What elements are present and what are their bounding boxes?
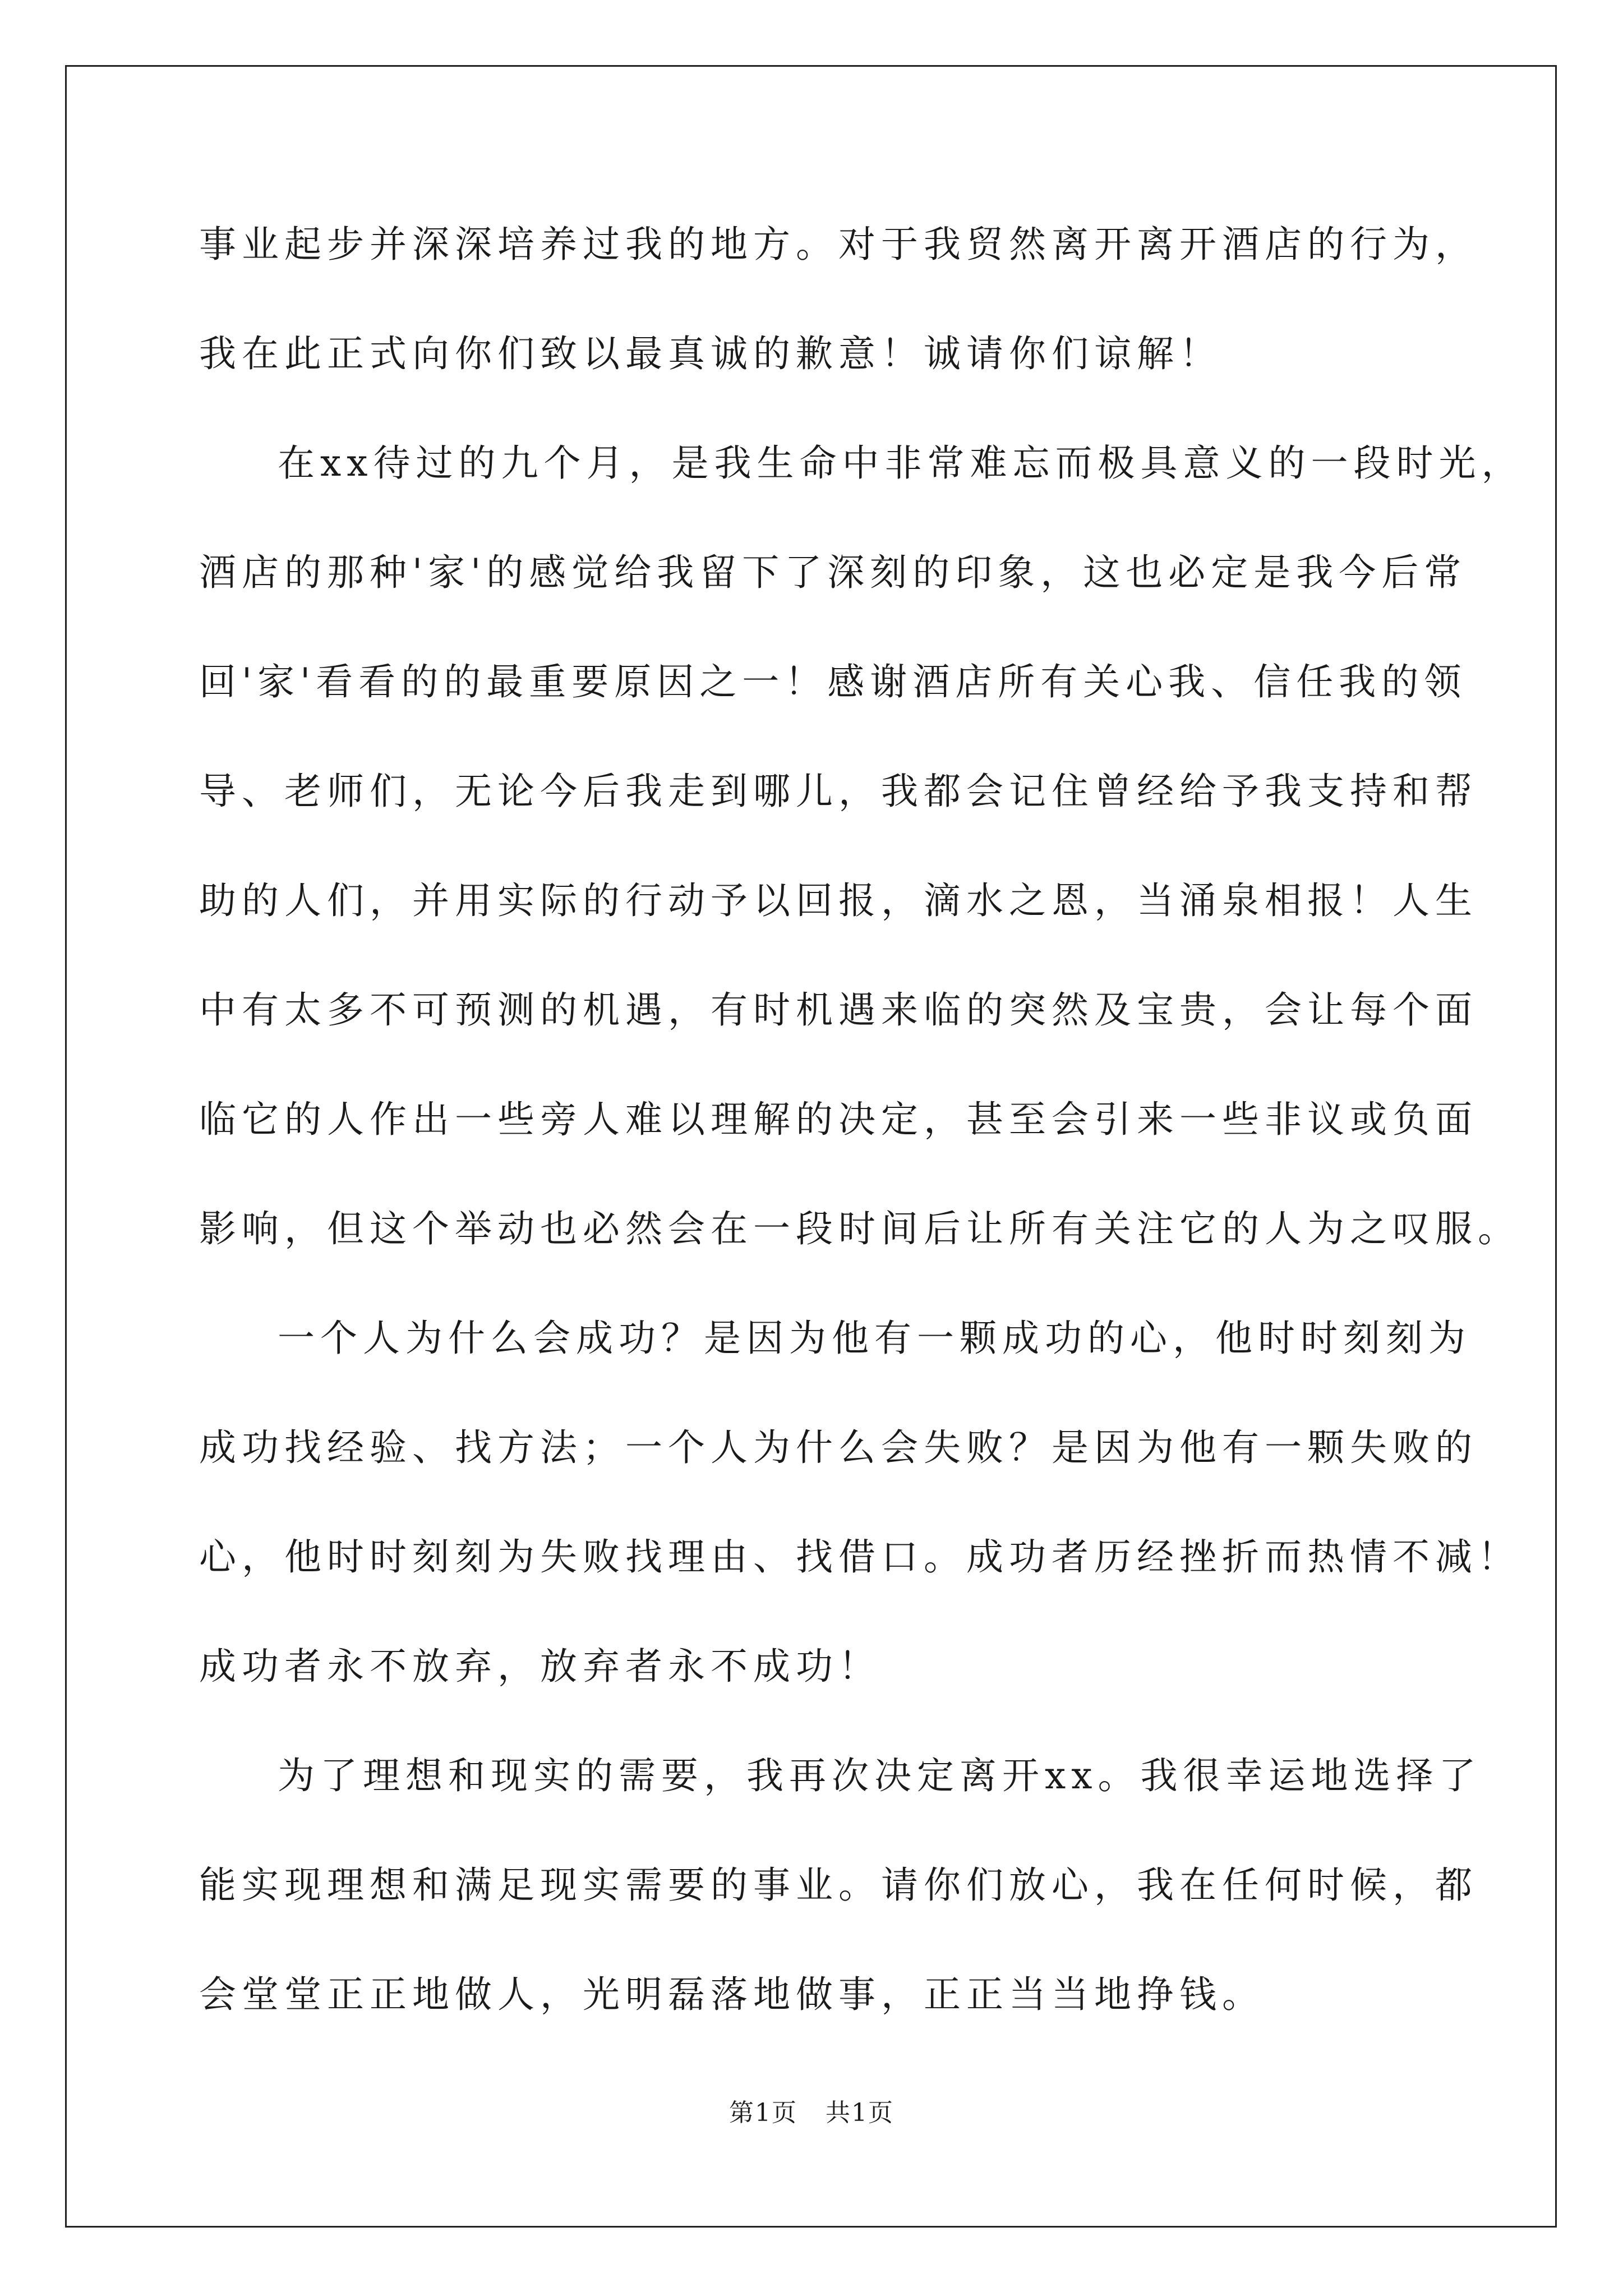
page-number-current: 第1页 [729, 2099, 797, 2127]
text-line-14: 成功者永不放弃，放弃者永不成功！ [199, 1645, 881, 1688]
text-line-12: 成功找经验、找方法；一个人为什么会失败？是因为他有一颗失败的 [199, 1426, 1478, 1469]
text-line-3: 在xx待过的九个月，是我生命中非常难忘而极具意义的一段时光， [278, 441, 1524, 485]
text-line-9: 临它的人作出一些旁人难以理解的决定，甚至会引来一些非议或负面 [199, 1098, 1478, 1141]
text-line-6: 导、老师们，无论今后我走到哪儿，我都会记住曾经给予我支持和帮 [199, 770, 1478, 813]
text-line-17: 会堂堂正正地做人，光明磊落地做事，正正当当地挣钱。 [199, 1973, 1265, 2016]
page-footer [0, 2092, 1623, 2128]
text-line-8: 中有太多不可预测的机遇，有时机遇来临的突然及宝贵，会让每个面 [199, 988, 1478, 1032]
text-line-7: 助的人们，并用实际的行动予以回报，滴水之恩，当涌泉相报！人生 [199, 879, 1478, 922]
text-line-5: 回'家'看看的的最重要原因之一！感谢酒店所有关心我、信任我的领 [199, 660, 1467, 703]
page-number-total: 共1页 [826, 2099, 894, 2127]
text-line-15: 为了理想和现实的需要，我再次决定离开xx。我很幸运地选择了 [278, 1754, 1482, 1797]
text-line-13: 心，他时时刻刻为失败找理由、找借口。成功者历经挫折而热情不减！ [199, 1535, 1520, 1579]
text-line-16: 能实现理想和满足现实需要的事业。请你们放心，我在任何时候，都 [199, 1864, 1478, 1907]
text-line-1: 事业起步并深深培养过我的地方。对于我贸然离开离开酒店的行为， [199, 223, 1478, 266]
document-body [199, 190, 1524, 2049]
text-line-2: 我在此正式向你们致以最真诚的歉意！诚请你们谅解！ [199, 332, 1222, 375]
text-line-11: 一个人为什么会成功？是因为他有一颗成功的心，他时时刻刻为 [278, 1317, 1471, 1360]
text-line-4: 酒店的那种'家'的感觉给我留下了深刻的印象，这也必定是我今后常 [199, 551, 1467, 594]
text-line-10: 影响，但这个举动也必然会在一段时间后让所有关注它的人为之叹服。 [199, 1207, 1520, 1250]
